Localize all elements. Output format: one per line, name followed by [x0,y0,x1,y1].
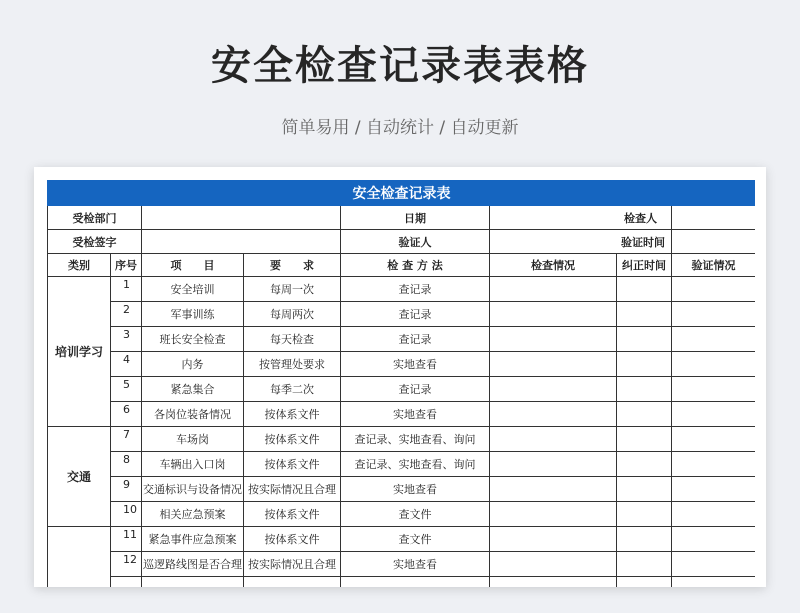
table-row [48,577,756,588]
status-cell[interactable] [490,427,617,452]
status-cell[interactable] [490,402,617,427]
req-cell: 每周两次 [244,302,341,327]
method-cell: 查记录 [341,302,490,327]
fix-time-cell[interactable] [617,452,672,477]
seq-cell [111,577,142,588]
item-cell: 紧急事件应急预案 [142,527,244,552]
method-cell: 实地查看 [341,552,490,577]
fix-time-cell[interactable] [617,377,672,402]
seq-cell: 1 [111,277,142,302]
header-method: 检 查 方 法 [341,254,490,277]
req-cell: 按实际情况且合理 [244,552,341,577]
req-cell: 每天检查 [244,327,341,352]
table-row [48,502,756,527]
req-cell: 每季二次 [244,377,341,402]
table-row [48,452,756,477]
table-row [48,277,756,302]
seq-cell: 4 [111,352,142,377]
verify-cell[interactable] [672,377,756,402]
method-cell: 查记录 [341,277,490,302]
method-cell: 查文件 [341,527,490,552]
seq-cell: 2 [111,302,142,327]
fix-time-cell[interactable] [617,502,672,527]
item-cell: 班长安全检查 [142,327,244,352]
status-cell[interactable] [490,552,617,577]
verify-time-label: 验证时间 [490,230,672,254]
method-cell: 实地查看 [341,477,490,502]
verify-cell[interactable] [672,552,756,577]
status-cell[interactable] [490,452,617,477]
table-row [48,327,756,352]
verify-cell[interactable] [672,302,756,327]
table-row [48,527,756,552]
fix-time-cell[interactable] [617,277,672,302]
verify-cell[interactable] [672,327,756,352]
date-label: 日期 [341,206,490,230]
verify-cell[interactable] [672,402,756,427]
header-requirement: 要 求 [244,254,341,277]
table-row [48,352,756,377]
status-cell[interactable] [490,302,617,327]
header-item: 项 目 [142,254,244,277]
seq-cell: 11 [111,527,142,552]
table-wrapper [47,180,755,587]
req-cell: 按体系文件 [244,427,341,452]
verify-cell[interactable] [672,527,756,552]
status-cell[interactable] [490,352,617,377]
status-cell[interactable] [490,577,617,588]
method-cell: 实地查看 [341,352,490,377]
verify-cell[interactable] [672,277,756,302]
header-category: 类别 [48,254,111,277]
table-title: 安全检查记录表 [48,181,756,206]
req-cell: 按体系文件 [244,452,341,477]
status-cell[interactable] [490,502,617,527]
verify-time-field[interactable] [672,230,756,254]
item-cell: 紧急集合 [142,377,244,402]
category-cell: 交通 [48,427,111,527]
fix-time-cell[interactable] [617,427,672,452]
item-cell [142,577,244,588]
seq-cell: 7 [111,427,142,452]
status-cell[interactable] [490,327,617,352]
verify-cell[interactable] [672,452,756,477]
req-cell: 每周一次 [244,277,341,302]
req-cell: 按体系文件 [244,502,341,527]
header-fix-time: 纠正时间 [617,254,672,277]
info-row-2 [48,230,756,254]
seq-cell: 8 [111,452,142,477]
page-title: 安全检查记录表表格 [211,43,589,89]
method-cell: 实地查看 [341,402,490,427]
method-cell: 查记录、实地查看、询问 [341,452,490,477]
fix-time-cell[interactable] [617,352,672,377]
table-row [48,477,756,502]
fix-time-cell[interactable] [617,527,672,552]
item-cell: 内务 [142,352,244,377]
item-cell: 相关应急预案 [142,502,244,527]
header-status: 检查情况 [490,254,617,277]
method-cell: 查文件 [341,502,490,527]
method-cell [341,577,490,588]
date-field-and-inspector-label: 检查人 [490,206,672,230]
item-cell: 巡逻路线图是否合理 [142,552,244,577]
method-cell: 查记录 [341,377,490,402]
info-row-1 [48,206,756,230]
verify-cell[interactable] [672,477,756,502]
seq-cell: 5 [111,377,142,402]
status-cell[interactable] [490,377,617,402]
fix-time-cell[interactable] [617,577,672,588]
page-subtitle: 简单易用 / 自动统计 / 自动更新 [281,118,519,138]
header-verify-status: 验证情况 [672,254,756,277]
item-cell: 安全培训 [142,277,244,302]
table-row [48,427,756,452]
fix-time-cell[interactable] [617,477,672,502]
seq-cell: 3 [111,327,142,352]
fix-time-cell[interactable] [617,302,672,327]
table-row [48,302,756,327]
seq-cell: 9 [111,477,142,502]
category-cell [48,527,111,588]
fix-time-cell[interactable] [617,552,672,577]
item-cell: 各岗位装备情况 [142,402,244,427]
req-cell: 按实际情况且合理 [244,477,341,502]
item-cell: 交通标识与设备情况 [142,477,244,502]
header-seq: 序号 [111,254,142,277]
item-cell: 车场岗 [142,427,244,452]
fix-time-cell[interactable] [617,327,672,352]
table-row [48,402,756,427]
verify-cell[interactable] [672,427,756,452]
method-cell: 查记录、实地查看、询问 [341,427,490,452]
sign-field[interactable] [142,230,341,254]
fix-time-cell[interactable] [617,402,672,427]
req-cell: 按体系文件 [244,402,341,427]
method-cell: 查记录 [341,327,490,352]
verifier-label: 验证人 [341,230,490,254]
header-row [48,254,756,277]
req-cell: 按管理处要求 [244,352,341,377]
sign-label: 受检签字 [48,230,142,254]
record-sheet [34,167,766,587]
item-cell: 车辆出入口岗 [142,452,244,477]
verify-cell[interactable] [672,577,756,588]
table-banner [48,181,756,206]
status-cell[interactable] [490,527,617,552]
dept-field[interactable] [142,206,341,230]
table-row [48,377,756,402]
item-cell: 军事训练 [142,302,244,327]
seq-cell: 10 [111,502,142,527]
verify-cell[interactable] [672,352,756,377]
category-cell: 培训学习 [48,277,111,427]
status-cell[interactable] [490,277,617,302]
verify-cell[interactable] [672,502,756,527]
table-row [48,552,756,577]
dept-label: 受检部门 [48,206,142,230]
status-cell[interactable] [490,477,617,502]
req-cell: 按体系文件 [244,527,341,552]
inspection-table [47,180,755,587]
seq-cell: 6 [111,402,142,427]
inspector-field[interactable] [672,206,756,230]
req-cell [244,577,341,588]
seq-cell: 12 [111,552,142,577]
